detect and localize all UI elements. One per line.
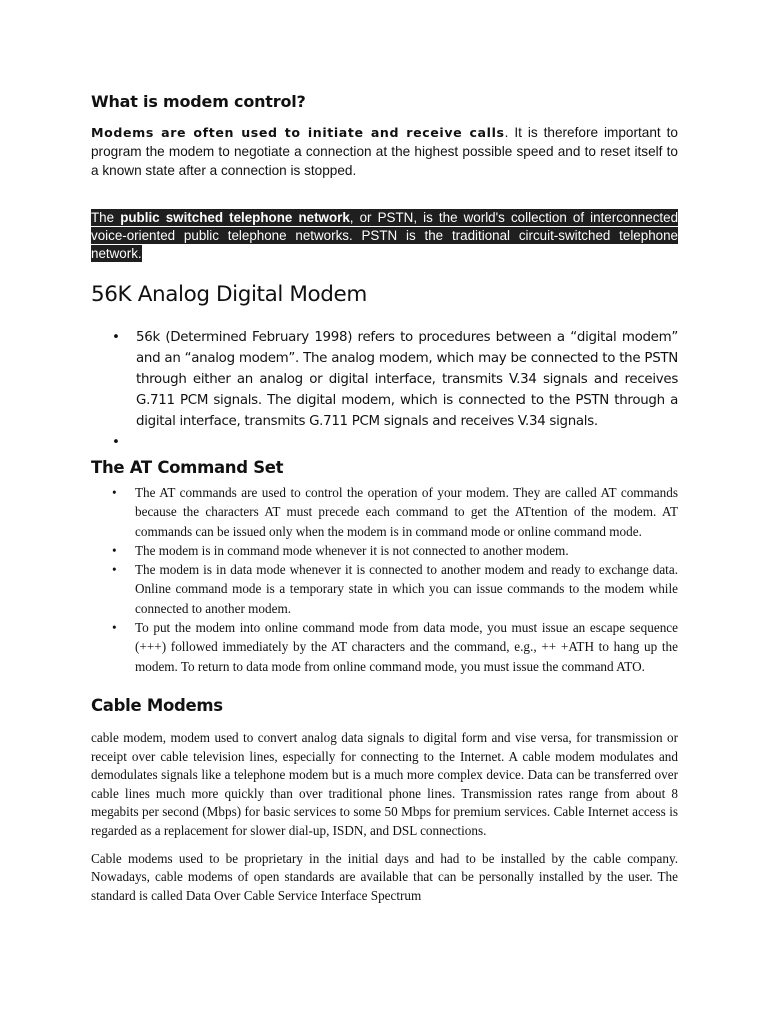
cable-paragraph: Cable modems used to be proprietary in the initial days and had to be installed by the cable company. Nowadays, cable modems of open standards are available that can be personally installed by the user. The standard is called Data Over Cable Service Interface Spectrum	[91, 850, 678, 903]
bullet: •	[112, 435, 120, 450]
list-item	[91, 327, 678, 432]
list-56k	[91, 327, 678, 452]
heading-cable-modems: Cable Modems	[91, 695, 223, 715]
bullet: •	[112, 330, 120, 345]
heading-modem-control: What is modem control?	[91, 92, 306, 111]
document-page	[91, 92, 678, 914]
pstn-lead: The	[91, 210, 121, 225]
bullet: •	[112, 542, 117, 558]
intro-bold-text: Modems are often used to initiate and receive calls	[91, 125, 505, 140]
cable-paragraph: cable modem, modem used to convert analog data signals to digital form and vise versa, for transmission or receipt over cable television lines, especially for connecting to the Internet. A cable modem modulates and demodulates signals like a telephone modem but is a much more complex device. Data can be transferred over cable lines much more quickly than over traditional phone lines. Transmission rates range from about 8 megabits per second (Mbps) for basic services to some 50 Mbps for premium services. Cable Internet access is regarded as a replacement for slower dial-up, ISDN, and DSL connections.	[91, 729, 678, 838]
pstn-highlighted-paragraph	[91, 209, 678, 263]
list-item	[91, 560, 678, 618]
list-item-text: The AT commands are used to control the operation of your modem. They are called AT commands because the characters AT must precede each command to get the ATtention of the modem. AT commands can be issued only when the modem is in command mode or online command mode.	[135, 485, 678, 539]
pstn-highlight	[91, 209, 678, 262]
intro-paragraph	[91, 123, 678, 180]
list-item-text: The modem is in command mode whenever it is not connected to another modem.	[135, 542, 569, 558]
empty-list-item	[91, 432, 678, 452]
intro-text: . It is therefore important to program the modem to negotiate a connection at the highest possible speed and to reset itself to a known state after a connection is stopped.	[91, 125, 678, 178]
pstn-text: , or PSTN, is the world's collection of interconnected voice-oriented public telephone networks. PSTN is the traditional circuit-switched telephone network.	[91, 210, 679, 261]
bullet: •	[112, 562, 117, 578]
bullet: •	[112, 485, 117, 500]
heading-at-command-set: The AT Command Set	[91, 458, 284, 477]
list-at-commands	[91, 483, 678, 676]
list-item-text: 56k (Determined February 1998) refers to procedures between a “digital modem” and an “analog modem”. The analog modem, which may be connected to the PSTN through either an analog or digital interface, transmits V.34 signals and receives G.711 PCM signals. The digital modem, which is connected to the PSTN through a digital interface, transmits G.711 PCM signals and receives V.34 signals.	[136, 330, 678, 429]
list-item-text: The modem is in data mode whenever it is connected to another modem and ready to exchange data. Online command mode is a temporary state in which you can issue commands to the modem while connected to another modem.	[135, 562, 678, 616]
list-item	[91, 483, 678, 541]
pstn-term: public switched telephone network	[120, 210, 350, 225]
list-item	[91, 541, 678, 560]
list-item	[91, 618, 678, 676]
heading-56k: 56K Analog Digital Modem	[91, 282, 367, 307]
list-item-text: To put the modem into online command mode from data mode, you must issue an escape sequence (+++) followed immediately by the AT characters and the command, e.g., ++ +ATH to hang up the modem. To return to data mode from online command mode, you must issue the command ATO.	[135, 620, 678, 674]
bullet: •	[112, 620, 117, 636]
